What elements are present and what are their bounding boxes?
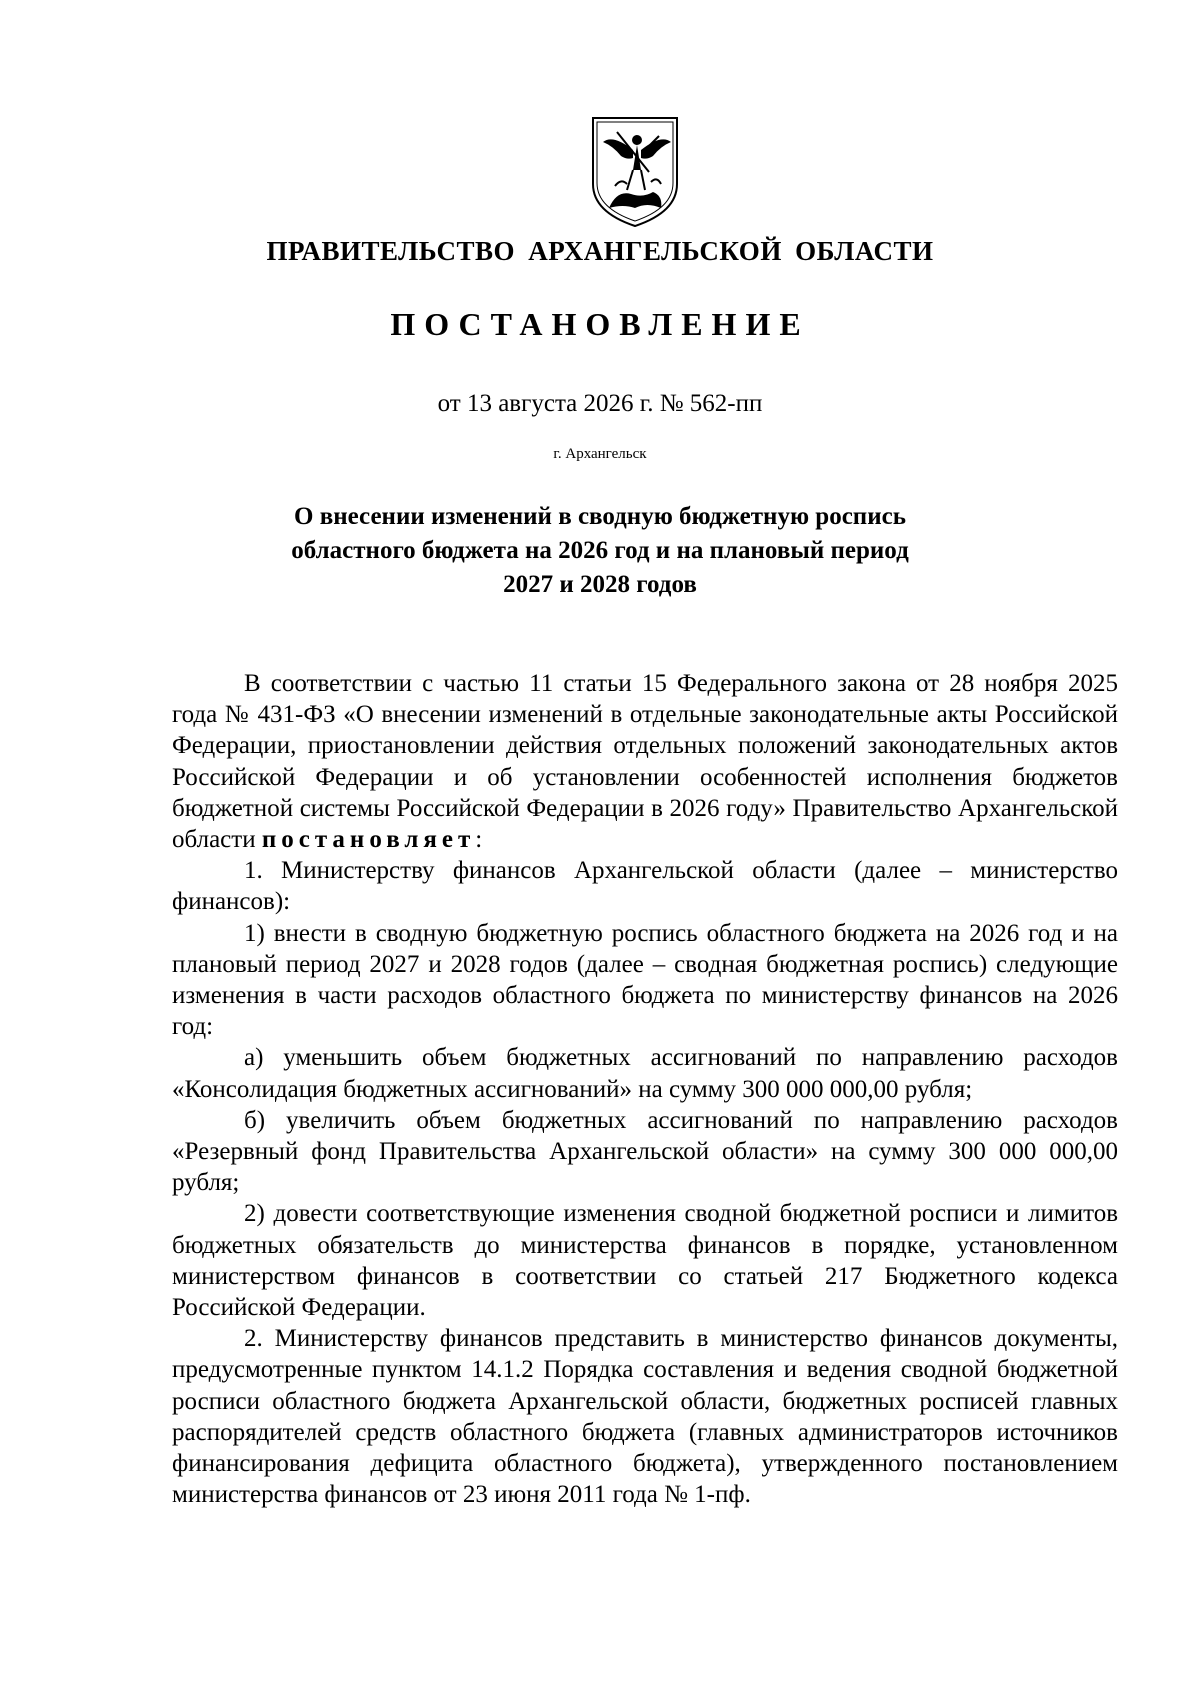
paragraph-1: 1. Министерству финансов Архангельской области (далее – министерство финансов): (172, 857, 1118, 916)
document-body (172, 668, 1118, 1510)
document-title (0, 500, 1200, 602)
paragraph-2: 2. Министерству финансов представить в министерство финансов документы, предусмотренные пунктом 14.1.2 Порядка составления и ведения сводной бюджетной росписи областного бюджета Архангельской области, бюджетных росписей главных распорядителей средств областного бюджета (главных администраторов источников финансирования дефицита областного бюджета), утвержденного постановлением министерства финансов от 23 июня 2011 года № 1-пф. (172, 1325, 1118, 1509)
paragraph-1-2: 2) довести соответствующие изменения сводной бюджетной росписи и лимитов бюджетных обязательств до министерства финансов в порядке, установленном министерством финансов в соответствии со статьей 217 Бюджетного кодекса Российской Федерации. (172, 1200, 1118, 1322)
document-type: ПОСТАНОВЛЕНИЕ (390, 306, 810, 342)
organization-name: ПРАВИТЕЛЬСТВО АРХАНГЕЛЬСКОЙ ОБЛАСТИ (266, 236, 934, 266)
preamble-text: В соответствии с частью 11 статьи 15 Федерального закона от 28 ноября 2025 года № 431-ФЗ «О внесении изменений в отдельные законодательные акты Российской Федерации, приостановлении действия отдельных положений законодательных актов Российской Федерации и об установлении особенностей исполнения бюджетов бюджетной системы Российской Федерации в 2026 году» Правительство Архангельской области (172, 670, 1118, 854)
paragraph-1-1: 1) внести в сводную бюджетную роспись областного бюджета на 2026 год и на плановый период 2027 и 2028 годов (далее – сводная бюджетная роспись) следующие изменения в части расходов областного бюджета по министерству финансов на 2026 год: (172, 919, 1118, 1041)
preamble-paragraph (172, 668, 1118, 855)
title-line-1: О внесении изменений в сводную бюджетную роспись (294, 503, 906, 530)
decree-word: постановляет (261, 826, 476, 854)
paragraph-1-1-b: б) увеличить объем бюджетных ассигнований по направлению расходов «Резервный фонд Правительства Архангельской области» на сумму 300 000 000,00 рубля; (172, 1106, 1118, 1197)
decree-colon: : (475, 826, 483, 854)
document-date-number: от 13 августа 2026 г. № 562-пп (437, 390, 763, 417)
title-line-3: 2027 и 2028 годов (503, 571, 697, 598)
paragraph-1-1-a: а) уменьшить объем бюджетных ассигнований по направлению расходов «Консолидация бюджетных ассигнований» на сумму 300 000 000,00 рубля; (172, 1044, 1118, 1103)
coat-of-arms-icon (587, 112, 683, 230)
document-city: г. Архангельск (553, 446, 647, 462)
title-line-2: областного бюджета на 2026 год и на плановый период (291, 537, 909, 564)
